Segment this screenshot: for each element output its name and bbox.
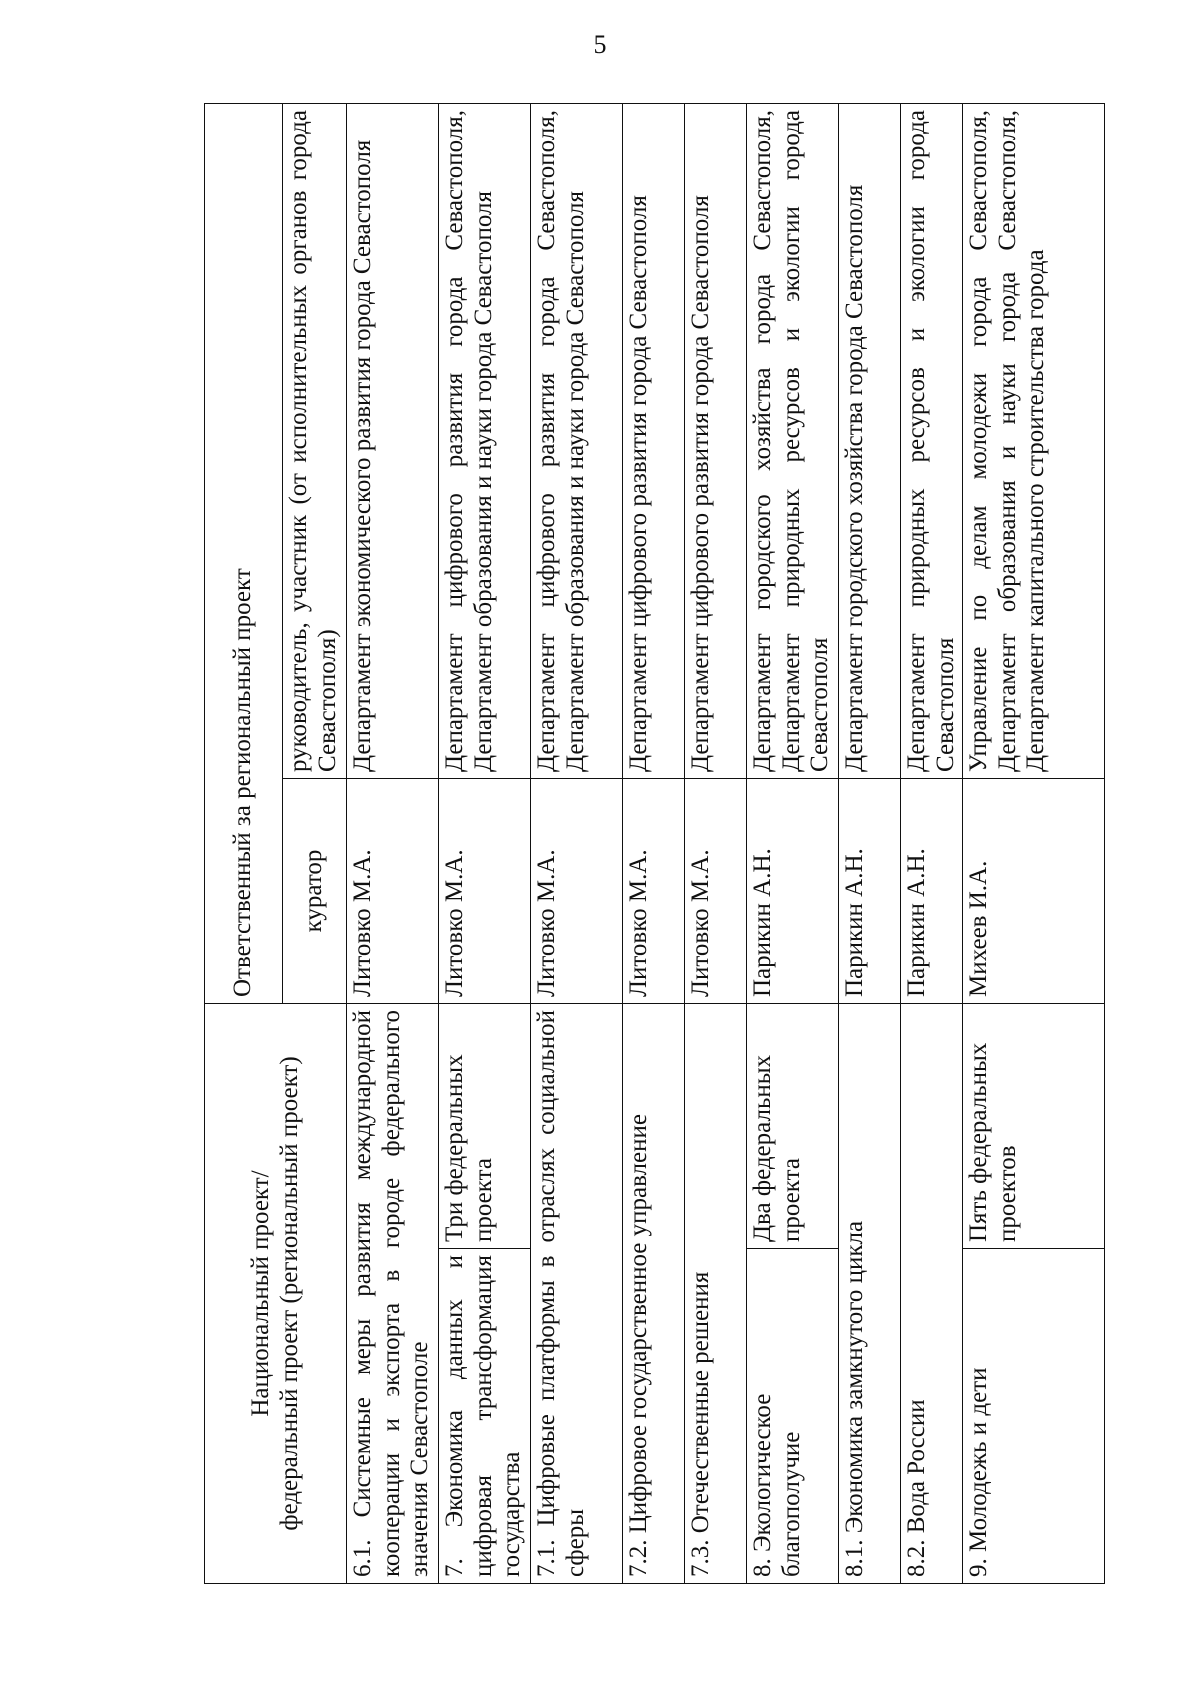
header-row [205, 104, 283, 1584]
leader-name: Управление по делам молодежи города Севастополя, Департамент образования и науки города Севастополя, Департамент капитального строительства города [963, 104, 1105, 779]
page-number: 5 [593, 30, 607, 59]
curator-name: Парикин А.Н. [747, 779, 839, 1004]
leader-name: Департамент цифрового развития города Севастополя, Департамент образования и науки города Севастополя [439, 104, 531, 779]
project-name: 8.2. Вода России [901, 1004, 963, 1584]
federal-projects-count: Два федеральных проекта [747, 1004, 839, 1249]
curator-name: Парикин А.Н. [839, 779, 901, 1004]
project-name: 8.1. Экономика замкнутого цикла [839, 1004, 901, 1584]
leader-name: Департамент городского хозяйства города Севастополя, Департамент природных ресурсов и экологии города Севастополя [747, 104, 839, 779]
table-row [531, 104, 623, 1584]
curator-name: Парикин А.Н. [901, 779, 963, 1004]
curator-name: Литовко М.А. [623, 779, 685, 1004]
table-row [747, 104, 839, 1584]
table-row [963, 104, 1105, 1584]
project-name: 7.3. Отечественные решения [685, 1004, 747, 1584]
table-row [901, 104, 963, 1584]
header-national-project-line1: Национальный проект/ [247, 1170, 274, 1417]
project-name: 8. Экологическое благополучие [747, 1249, 839, 1584]
leader-name: Департамент экономического развития города Севастополя [347, 104, 439, 779]
leader-name: Департамент цифрового развития города Севастополя [623, 104, 685, 779]
federal-projects-count: Три федеральных проекта [439, 1004, 531, 1249]
project-name: 7.1. Цифровые платформы в отраслях социальной сферы [531, 1004, 623, 1584]
curator-name: Литовко М.А. [347, 779, 439, 1004]
leader-name: Департамент природных ресурсов и экологии города Севастополя [901, 104, 963, 779]
curator-name: Литовко М.А. [531, 779, 623, 1004]
project-name: 7. Экономика данных и цифровая трансформация государства [439, 1249, 531, 1584]
projects-table [204, 103, 1105, 1584]
federal-projects-count: Пять федеральных проектов [963, 1004, 1105, 1249]
project-name: 7.2. Цифровое государственное управление [623, 1004, 685, 1584]
table-row [439, 104, 531, 1584]
leader-name: Департамент цифрового развития города Севастополя [685, 104, 747, 779]
project-name: 9. Молодежь и дети [963, 1249, 1105, 1584]
table-row [839, 104, 901, 1584]
header-national-project [205, 1004, 347, 1584]
curator-name: Михеев И.А. [963, 779, 1105, 1004]
leader-name: Департамент городского хозяйства города Севастополя [839, 104, 901, 779]
curator-name: Литовко М.А. [439, 779, 531, 1004]
table-row [347, 104, 439, 1584]
header-curator: куратор [283, 779, 347, 1004]
project-name: 6.1. Системные меры развития международной кооперации и экспорта в городе федерального значения Севастополе [347, 1004, 439, 1584]
header-national-project-line2: федеральный проект (региональный проект) [275, 1056, 303, 1531]
curator-name: Литовко М.А. [685, 779, 747, 1004]
rotated-table-container [204, 104, 1100, 1584]
header-responsible: Ответственный за региональный проект [205, 104, 283, 1004]
table-row [623, 104, 685, 1584]
leader-name: Департамент цифрового развития города Севастополя, Департамент образования и науки города Севастополя [531, 104, 623, 779]
header-leader: руководитель, участник (от исполнительных органов города Севастополя) [283, 104, 347, 779]
table-row [685, 104, 747, 1584]
